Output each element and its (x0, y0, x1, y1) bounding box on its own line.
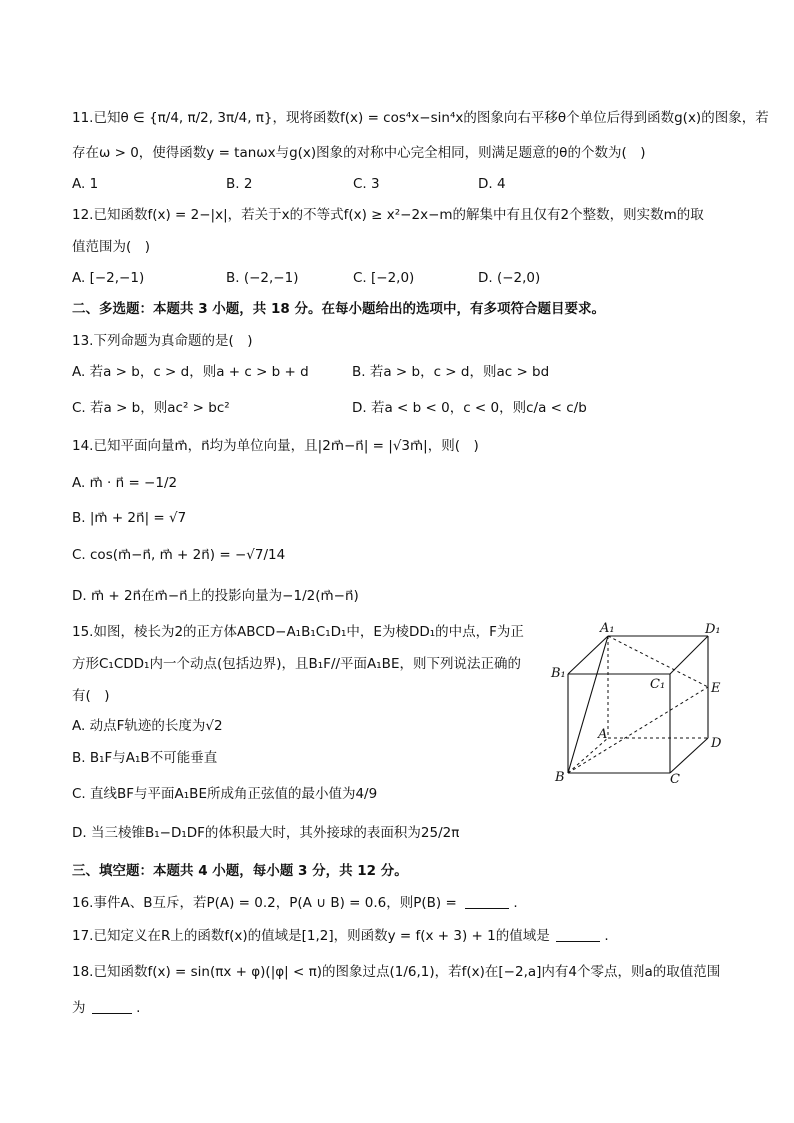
q18-line2 (72, 998, 140, 1018)
q18-answer-blank[interactable] (92, 999, 132, 1014)
label-d1: D₁ (705, 622, 721, 637)
q15-option-b: B. B₁F与A₁B不可能垂直 (72, 750, 218, 766)
q13-stem: 13.下列命题为真命题的是( ) (72, 333, 253, 349)
section-multiple-choice-heading: 二、多选题：本题共 3 小题，共 18 分。在每小题给出的选项中，有多项符合题目要求。 (72, 301, 605, 317)
q14-option-d: D. m⃗ + 2n⃗在m⃗−n⃗上的投影向量为−1/2(m⃗−n⃗) (72, 588, 359, 604)
q16-text: 16.事件A、B互斥，若P(A) = 0.2，P(A ∪ B) = 0.6，则P(B) = (72, 895, 457, 911)
segment-a1-b (568, 636, 608, 773)
q15-option-c: C. 直线BF与平面A₁BE所成角正弦值的最小值为4/9 (72, 786, 378, 802)
q11-option-c: C. 3 (353, 176, 380, 192)
label-a: A (598, 727, 608, 742)
label-a1: A₁ (600, 621, 615, 636)
q15-line3: 有( ) (72, 688, 110, 704)
section-fill-blank-heading: 三、填空题：本题共 4 小题，每小题 3 分，共 12 分。 (72, 863, 408, 879)
label-c: C (670, 772, 680, 787)
q13-option-d: D. 若a < b < 0，c < 0，则c/a < c/b (352, 400, 587, 416)
q14-option-a: A. m⃗ · n⃗ = −1/2 (72, 475, 178, 491)
q15-line1: 15.如图，棱长为2的正方体ABCD−A₁B₁C₁D₁中，E为棱DD₁的中点，F为正 (72, 624, 524, 640)
q12-option-c: C. [−2,0) (353, 270, 415, 286)
q18-period: . (136, 1000, 141, 1016)
q15-line2: 方形C₁CDD₁内一个动点(包括边界)，且B₁F//平面A₁BE，则下列说法正确的 (72, 656, 521, 672)
q12-option-a: A. [−2,−1) (72, 270, 145, 286)
q13-option-b: B. 若a > b，c > d，则ac > bd (352, 364, 550, 380)
label-e: E (711, 681, 721, 696)
label-b: B (555, 770, 565, 785)
label-d: D (711, 736, 722, 751)
q17-answer-blank[interactable] (556, 927, 600, 942)
q13-option-c: C. 若a > b，则ac² > bc² (72, 400, 230, 416)
q11-line2: 存在ω > 0，使得函数y = tanωx与g(x)图象的对称中心完全相同，则满足题意的θ的个数为( ) (72, 145, 646, 161)
q11-option-a: A. 1 (72, 176, 99, 192)
q15-option-d: D. 当三棱锥B₁−D₁DF的体积最大时，其外接球的表面积为25/2π (72, 825, 460, 841)
edge-c-d (670, 738, 708, 773)
q11-line1: 11.已知θ ∈ {π/4, π/2, 3π/4, π}，现将函数f(x) = cos⁴x−sin⁴x的图象向右平移θ个单位后得到函数g(x)的图象，若 (72, 110, 769, 126)
label-b1: B₁ (551, 666, 566, 681)
q14-stem: 14.已知平面向量m⃗，n⃗均为单位向量，且|2m⃗−n⃗| = |√3m⃗|，则( ) (72, 438, 479, 454)
q12-line1: 12.已知函数f(x) = 2−|x|，若关于x的不等式f(x) ≥ x²−2x−m的解集中有且仅有2个整数，则实数m的取 (72, 207, 704, 223)
q12-option-d: D. (−2,0) (478, 270, 541, 286)
q18-text: 为 (72, 1000, 86, 1016)
q16-period: . (513, 895, 518, 911)
q12-line2: 值范围为( ) (72, 239, 151, 255)
q17-text: 17.已知定义在R上的函数f(x)的值域是[1,2]，则函数y = f(x + 3) + 1的值域是 (72, 928, 550, 944)
q16-stem (72, 893, 518, 913)
q11-option-d: D. 4 (478, 176, 506, 192)
label-c1: C₁ (650, 677, 666, 692)
q13-option-a: A. 若a > b，c > d，则a + c > b + d (72, 364, 309, 380)
q15-option-a: A. 动点F轨迹的长度为√2 (72, 718, 223, 734)
hidden-edge-b-a (568, 738, 608, 773)
q16-answer-blank[interactable] (465, 894, 509, 909)
q17-stem (72, 926, 609, 946)
q11-option-b: B. 2 (226, 176, 253, 192)
cube-figure (548, 618, 728, 788)
q12-option-b: B. (−2,−1) (226, 270, 299, 286)
q14-option-c: C. cos(m⃗−n⃗, m⃗ + 2n⃗) = −√7/14 (72, 547, 286, 563)
edge-c1-d1 (670, 636, 708, 674)
q18-line1: 18.已知函数f(x) = sin(πx + φ)(|φ| < π)的图象过点(1/6,1)，若f(x)在[−2,a]内有4个零点，则a的取值范围 (72, 964, 721, 980)
q17-period: . (604, 928, 609, 944)
q14-option-b: B. |m⃗ + 2n⃗| = √7 (72, 510, 187, 526)
